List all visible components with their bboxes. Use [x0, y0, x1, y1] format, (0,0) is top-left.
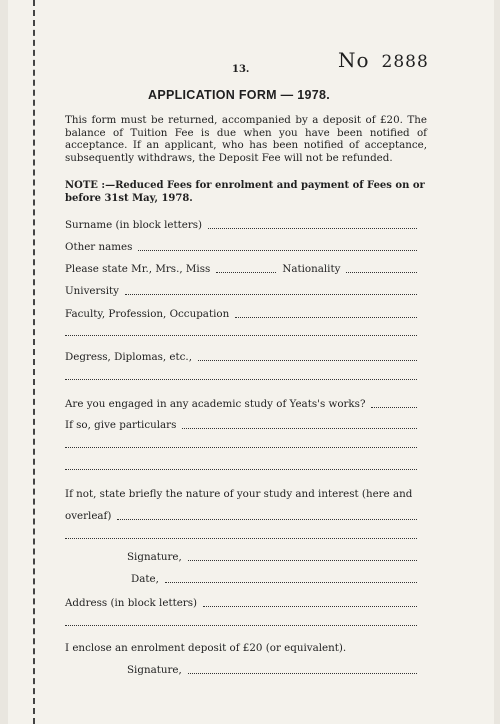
- particulars-line-3[interactable]: [65, 469, 417, 470]
- particulars-field[interactable]: [65, 417, 417, 431]
- intro-paragraph: This form must be returned, accompanied by a deposit of £20. The balance of Tuition Fee is due when you have been notified of acceptance. If an applicant, who has been notified of acceptance, subsequently withdraws, the Deposit Fee will not be refunded.: [65, 114, 427, 164]
- title-label: Please state Mr., Mrs., Miss: [65, 263, 211, 275]
- signature-field[interactable]: [127, 549, 417, 563]
- address-line-2[interactable]: [65, 625, 417, 626]
- particulars-line-2[interactable]: [65, 447, 417, 448]
- other-names-field[interactable]: [65, 239, 417, 253]
- degrees-continuation-line[interactable]: [65, 379, 417, 380]
- address-label: Address (in block letters): [65, 597, 198, 609]
- study-interest-line-2[interactable]: [65, 538, 417, 539]
- surname-field[interactable]: [65, 217, 417, 231]
- overleaf-label: overleaf): [65, 510, 112, 522]
- faculty-continuation-line[interactable]: [65, 335, 417, 336]
- overleaf-field[interactable]: [65, 508, 417, 522]
- particulars-label: If so, give particulars: [65, 419, 177, 431]
- engaged-label: Are you engaged in any academic study of Yeats's works?: [65, 398, 366, 410]
- enclosure-statement: [65, 640, 417, 654]
- study-interest-field: [65, 486, 417, 500]
- other-names-label: Other names: [65, 241, 133, 253]
- signature-2-field[interactable]: [127, 662, 417, 676]
- perforation-line: [33, 0, 35, 724]
- nationality-label: Nationality: [282, 263, 341, 275]
- serial-value: 2888: [381, 52, 429, 72]
- enclosure-label: I enclose an enrolment deposit of £20 (or equivalent).: [65, 642, 347, 654]
- fee-note: NOTE :—Reduced Fees for enrolment and payment of Fees on or before 31st May, 1978.: [65, 180, 425, 204]
- date-label: Date,: [131, 573, 159, 585]
- degrees-label: Degress, Diplomas, etc.,: [65, 351, 192, 363]
- serial-label: No: [338, 48, 370, 72]
- surname-label: Surname (in block letters): [65, 219, 203, 231]
- address-field[interactable]: [65, 595, 417, 609]
- signature-label: Signature,: [127, 551, 182, 563]
- study-interest-label: If not, state briefly the nature of your study and interest (here and: [65, 488, 413, 500]
- title-nationality-field[interactable]: [65, 261, 417, 275]
- form-title: APPLICATION FORM — 1978.: [148, 88, 330, 102]
- faculty-label: Faculty, Profession, Occupation: [65, 308, 230, 320]
- date-field[interactable]: [131, 571, 417, 585]
- faculty-field[interactable]: [65, 306, 417, 320]
- signature-2-label: Signature,: [127, 664, 182, 676]
- engaged-field[interactable]: [65, 396, 417, 410]
- university-field[interactable]: [65, 283, 417, 297]
- page-number: 13.: [232, 64, 250, 75]
- serial-number: [338, 48, 429, 72]
- university-label: University: [65, 285, 119, 297]
- degrees-field[interactable]: [65, 349, 417, 363]
